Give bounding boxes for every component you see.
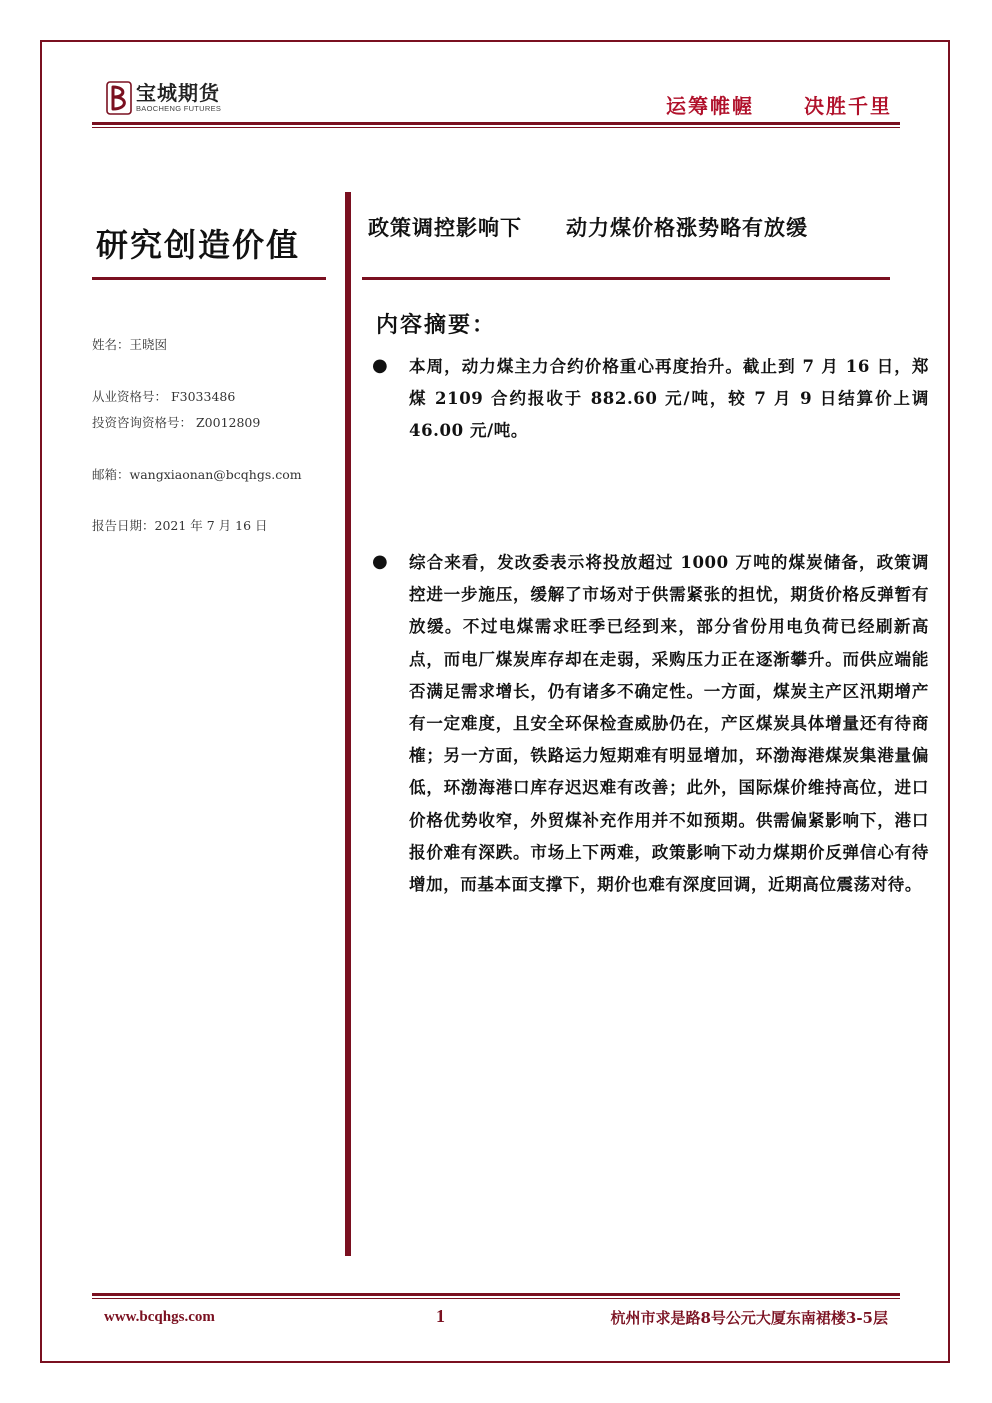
bullet-icon: ● (372, 355, 388, 376)
report-date: 报告日期：2021 年 7 月 16 日 (92, 518, 268, 533)
footer-address: 杭州市求是路8号公元大厦东南裙楼3-5层 (610, 1309, 888, 1327)
analysis-paragraph: 综合来看，发改委表示将投放超过 1000 万吨的煤炭储备，政策调控进一步施压，缓解了市场对于供需紧张的担忧，期货价格反弹暂有放缓。不过电煤需求旺季已经到来，部分省份用电负荷已经刷新高点，而电厂煤炭库存却在走弱，采购压力正在逐渐攀升。而供应端能否满足需求增长，仍有诸多不确定性。一方面，煤炭主产区汛期增产有一定难度，且安全环保检查威胁仍在，产区煤炭具体增量还有待商榷；另一方面，铁路运力短期难有明显增加，环渤海港煤炭集港量偏低，环渤海港口库存迟迟难有改善；此外，国际煤价维持高位，进口价格优势收窄，外贸煤补充作用并不如预期。供需偏紧影响下，港口报价难有深跌。市场上下两难，政策影响下动力煤期价反弹信心有待增加，而基本面支撑下，期价也难有深度回调，近期高位震荡对待。 (409, 553, 929, 895)
consult-license-number: 投资咨询资格号： Z0012809 (92, 415, 261, 430)
logo-cn-text: 宝城期货 (136, 81, 220, 105)
company-logo (106, 80, 221, 116)
license-number: 从业资格号： F3033486 (92, 389, 236, 404)
header-rule-thin (92, 127, 900, 128)
report-headline (368, 212, 808, 242)
logo-en-text: BAOCHENG FUTURES (136, 104, 222, 113)
sidebar-title-rule (92, 277, 326, 280)
footer-rule-thin (92, 1298, 900, 1299)
vertical-divider (345, 192, 351, 1256)
sidebar-title: 研究创造价值 (96, 226, 301, 264)
page-number: 1 (436, 1306, 445, 1326)
author-email: 邮箱：wangxiaonan@bcqhgs.com (92, 467, 302, 482)
footer-website: www.bcqhgs.com (104, 1309, 215, 1325)
slogan-right: 决胜千里 (804, 94, 892, 118)
headline-rule (362, 277, 890, 280)
bullet-icon: ● (372, 551, 388, 572)
footer-rule-thick (92, 1293, 900, 1296)
headline-right: 动力煤价格涨势略有放缓 (566, 215, 808, 240)
slogan (666, 90, 892, 119)
logo-mark-icon (106, 81, 132, 115)
abstract-title: 内容摘要： (376, 312, 497, 338)
slogan-left: 运筹帷幄 (666, 94, 754, 118)
summary-paragraph: 本周，动力煤主力合约价格重心再度抬升。截止到 7 月 16 日，郑煤 2109 合约报收于 882.60 元/吨，较 7 月 9 日结算价上调 46.00 元/吨。 (409, 357, 929, 441)
author-name: 姓名：王晓囡 (92, 337, 168, 352)
headline-left: 政策调控影响下 (368, 215, 522, 240)
header-rule-thick (92, 122, 900, 125)
